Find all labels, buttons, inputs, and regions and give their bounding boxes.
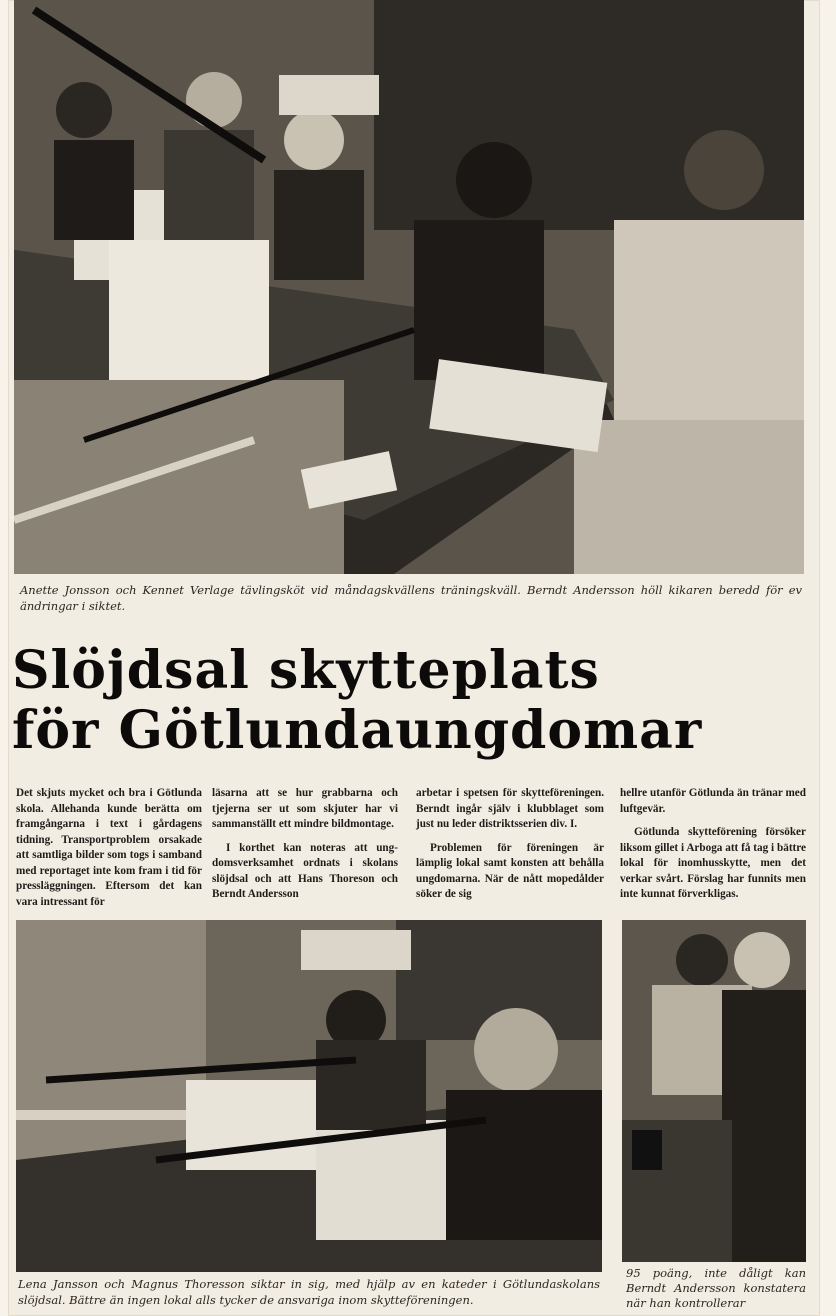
headline-line-1: Slöjdsal skytteplats (12, 640, 600, 701)
bottom-left-photo-caption: Lena Jansson och Magnus Thoresson siktar in sig, med hjälp av en kateder i Götlundaskolans slöjdsal. Bättre än ingen lokal alls tycker de ansvariga inom skytteföreningen. (18, 1277, 600, 1307)
article-paragraph: Problemen för föreningen är lämplig lokal samt konsten att behålla ungdomarna. När de nått mopedålder söker de sig (416, 841, 604, 900)
bottom-right-photo (622, 920, 806, 1262)
bottom-right-photo-caption: 95 poäng, inte dåligt kan Berndt Andersson konstatera när han kontrollerar (626, 1266, 806, 1310)
top-photo-caption: Anette Jonsson och Kennet Verlage tävlingsköt vid måndagskvällens träningskväll. Berndt Andersson höll kikaren beredd för ev ändringar i siktet. (20, 583, 802, 613)
bottom-left-photo (16, 920, 602, 1272)
article-paragraph: Det skjuts mycket och bra i Götlunda skola. Allehanda kunde berätta om framgångarna i text i gårdagens tidning. Transportproblem orsakade att samtliga bilder som togs i samband med reportaget inte kom fram i tid för pressläggningen. Eftersom det kan vara intressant för (16, 787, 202, 908)
article-paragraph: Götlunda skytteförening försöker liksom gillet i Arboga att få tag i bättre lokal för inomhusskytte, men det verkar svårt. Förslag har funnits men inte kunnat förverkligas. (620, 826, 806, 900)
headline-line-2: för Götlundaungdomar (12, 700, 703, 761)
article-paragraph: hellre utanför Götlunda än tränar med luftgevär. (620, 787, 806, 815)
article-paragraph: I korthet kan noteras att ungdomsverksamhet ordnats i skolans slöjdsal och att Hans Thoreson och Berndt Andersson (212, 841, 398, 900)
article-column-2 (212, 786, 398, 911)
article-column-4 (620, 786, 806, 911)
top-photo (14, 0, 804, 574)
article-paragraph: arbetar i spetsen för skytteföreningen. Berndt ingår själv i klubblaget som just nu leder distriktsserien div. I. (416, 787, 604, 830)
article-paragraph: läsarna att se hur grabbarna och tjejerna ser ut som skjuter har vi sammanställt ett mindre bildmontage. (212, 787, 398, 830)
article-column-1 (16, 786, 202, 918)
article-column-3 (416, 786, 604, 911)
